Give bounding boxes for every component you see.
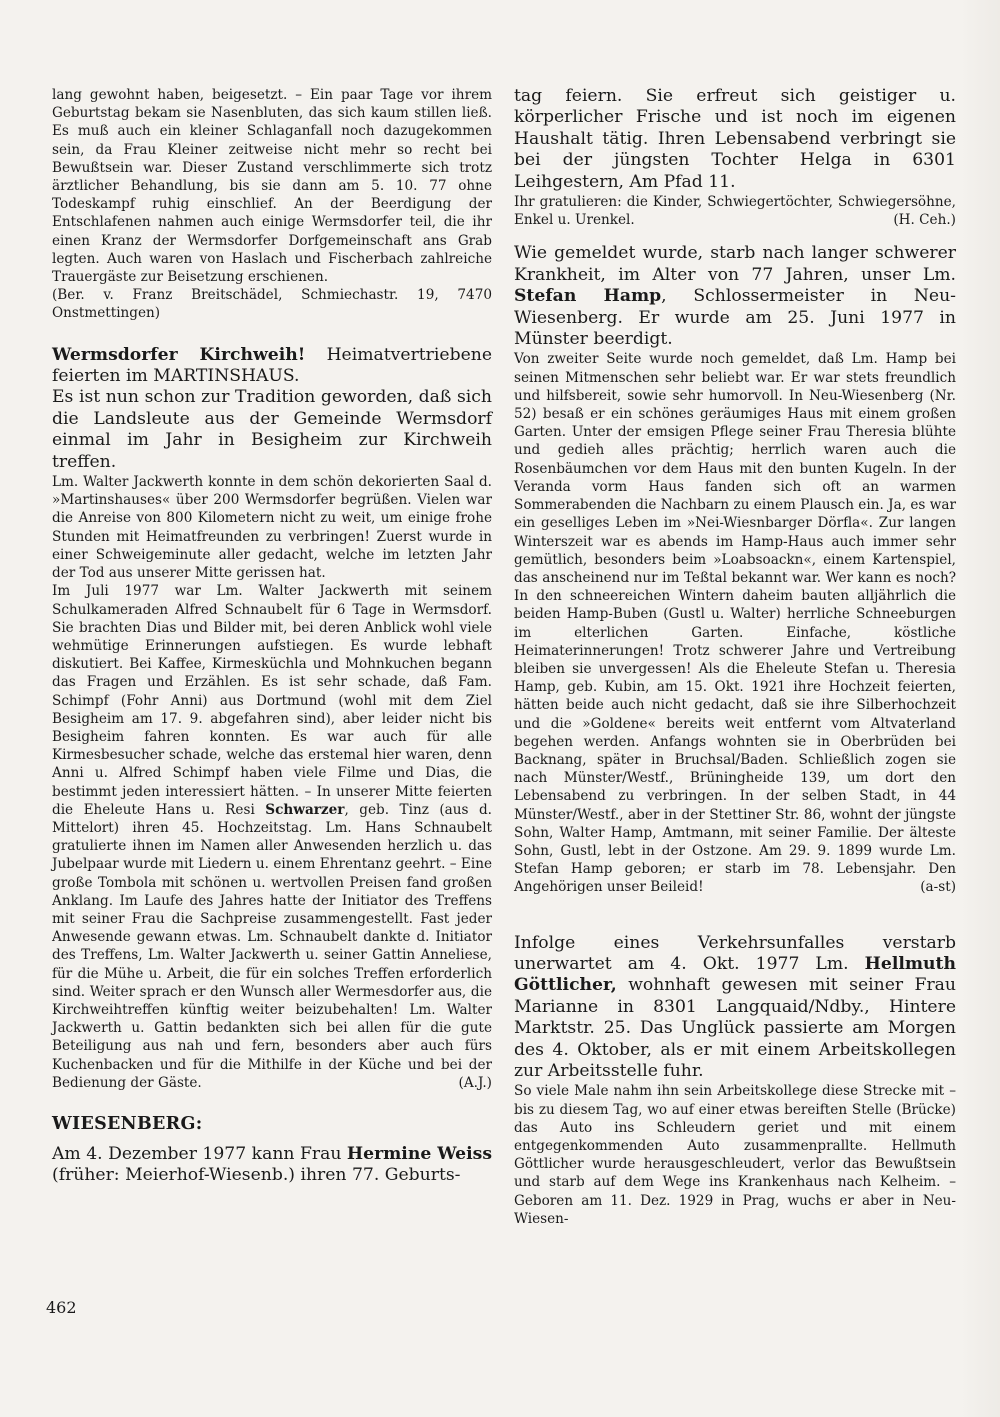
- page-number: 462: [46, 1298, 77, 1317]
- goettlicher-obituary-lead: [514, 933, 956, 1083]
- schwarzer-name: Schwarzer: [265, 801, 345, 818]
- hellmuth-goettlicher-name: Hellmuth Göttlicher,: [514, 953, 956, 996]
- hamp-lead-part-b: , Schlossermeister in Neu-Wiesenberg. Er wurde am 25. Juni 1977 in Münster beerdigt.: [514, 286, 956, 350]
- right-column: [514, 86, 956, 1228]
- weiss-birthday-continued: tag feiern. Sie erfreut sich geistiger u. körperlicher Frische und ist noch im eigenen Haushalt tätig. Ihren Lebensabend verbringt sie bei der jüngsten Tochter Helga in 6301 Leihgestern, Am Pfad 11.: [514, 86, 956, 192]
- hamp-signature: (a-st): [920, 879, 956, 896]
- wiesenberg-heading: WIESENBERG:: [52, 1113, 203, 1134]
- weiss-birthday-lead: [52, 1144, 492, 1187]
- hamp-lead-part-a: Wie gemeldet wurde, starb nach langer schwerer Krankheit, im Alter von 77 Jahren, unser Lm.: [514, 243, 956, 285]
- hamp-obituary-lead: [514, 243, 956, 350]
- weiss-part-b: (früher: Meierhof-Wiesenb.) ihren 77. Geburts-: [52, 1165, 461, 1186]
- hermine-weiss-name: Hermine Weiss: [346, 1143, 492, 1164]
- stefan-hamp-name: Stefan Hamp: [514, 286, 662, 307]
- goettlicher-obituary-body: So viele Male nahm ihn sein Arbeitskollege diese Strecke mit – bis zu diesem Tag, wo auf einer etwas bereiften Stelle (Brücke) das Auto ins Schleudern geriet und mit einem entgegenkommenden Auto zusammenprallte. Hellmuth Göttlicher wurde herausgeschleudert, verlor das Bewußtsein und starb auf dem Wege ins Krankenhaus nach Kelheim. – Geboren am 11. Dez. 1929 in Prag, wuchs er aber in Neu-Wiesen-: [514, 1083, 956, 1227]
- weiss-part-a: Am 4. Dezember 1977 kann Frau: [52, 1143, 347, 1164]
- hamp-body-text: Von zweiter Seite wurde noch gemeldet, daß Lm. Hamp bei seinen Mitmenschen sehr beliebt war. Er war stets freundlich und hilfsbereit, sowie sehr humorvoll. In Neu-Wiesenberg (Nr. 52) besaß er ein schönes geräumiges Haus mit einem großen Garten. Unter der emsigen Pflege seiner Frau Theresia blühte und gedieh alles prächtig; herrlich waren auch die Rosenbäumchen vor dem Haus mit den bunten Kugeln. In der Veranda vorm Haus fanden sich oft an warmen Sommerabenden die Nachbarn zu einem Plausch ein. Ja, es war ein geselliges Leben im »Nei-Wiesnbarger Dörfla«. Zur langen Winterszeit war es abends im Hamp-Haus auch immer sehr gemütlich, besonders beim »Loabsoackn«, einem Kartenspiel, das anscheinend nur im Teßtal bekannt war. Wer kann es noch? In den schneereichen Wintern daheim bauten alljährlich die beiden Hamp-Buben (Gustl u. Walter) herrliche Schneeburgen im elterlichen Garten. Einfache, köstliche Heimaterinnerungen! Trotz schwerer Jahre und Vertreibung bleiben sie unvergessen! Als die Eheleute Stefan u. Theresia Hamp, geb. Kubin, am 15. Okt. 1921 ihre Hochzeit feierten, hätten beide auch nicht gedacht, daß sie ihre Silberhochzeit und die »Goldene« bereits weit entfernt vom Altvaterland begehen werden. Anfangs wohnten sie in Oberbrüden bei Backnang, später in Bruchsal/Baden. Schließlich zogen sie nach Münster/Westf., Brüningheide 139, um dort den Lebensabend zu verbringen. In der selben Stadt, in 44 Münster/Westf., aber in der Stettiner Str. 86, wohnt der jüngste Sohn, Walter Hamp, Amtmann, mit seiner Familie. Der älteste Sohn, Gustl, lebt in der Ostzone. Am 29. 9. 1899 wurde Lm. Stefan Hamp geboren; er starb im 78. Lebensjahr. Den Angehörigen unser Beileid!: [514, 351, 956, 896]
- kirchweih-signature: (A.J.): [458, 1074, 492, 1091]
- page-edge-shadow: [960, 0, 1000, 1417]
- kirchweih-paragraph-3: [52, 582, 492, 1092]
- weiss-gratulate-text: Ihr gratulieren: die Kinder, Schwiegertöchter, Schwiegersöhne, Enkel u. Urenkel.: [514, 194, 956, 229]
- kirchweih-p3-part-b: , geb. Tinz (aus d. Mittelort) ihren 45. Hochzeitstag. Lm. Hans Schnaubelt gratulierte ihnen im Namen aller Anwesenden herzlich u. das Jubelpaar wurde mit Liedern u. einem Ehrentanz geehrt. – Eine große Tombola mit schönen u. wertvollen Preisen fand großen Anklang. Im Laufe des Jahres hatte der Initiator des Treffens mit seiner Frau die Sachpreise zusammengestellt. Fast jeder Anwesende gewann etwas. Lm. Schnaubelt dankte d. Initiator des Treffens, Lm. Walter Jackwerth u. seiner Gattin Anneliese, für die Mühe u. Arbeit, die für ein solches Treffen erforderlich sind. Weiter sprach er den Wunsch aller Wermesdorfer aus, die Kirchweihtreffen künftig weiter beizubehalten! Lm. Walter Jackwerth u. Gattin bedankten sich bei allen für die gute Beteiligung aus nah und fern, besonders aber auch fürs Kuchenbacken und für die Mithilfe in der Küche und bei der Bedienung der Gäste.: [52, 801, 492, 1091]
- kirchweih-headline: [52, 345, 492, 388]
- weiss-signature: (H. Ceh.): [893, 212, 956, 229]
- kirchweih-p3-part-a: Im Juli 1977 war Lm. Walter Jackwerth mit seinem Schulkameraden Alfred Schnaubelt für 6 Tage in Wermsdorf. Sie brachten Dias und Bilder mit, bei deren Anblick wohl viele wehmütige Erinnerungen aufstiegen. Es wurde lebhaft diskutiert. Bei Kaffee, Kirmesküchla und Mohnkuchen begann das Fragen und Erzählen. Es ist sehr schade, daß Fam. Schimpf (Fohr Anni) aus Dortmund (wohl mit dem Ziel Besigheim am 17. 9. abgefahren sind), aber leider nicht bis Besigheim fahren konnten. Es war auch für alle Kirmesbesucher schade, welche das erstemal hier waren, denn Anni u. Alfred Schimpf haben viele Filme und Dias, die bestimmt jeden interessiert hätten. – In unserer Mitte feierten die Eheleute Hans u. Resi: [52, 583, 492, 818]
- goettlicher-part-b: wohnhaft gewesen mit seiner Frau Marianne in 8301 Langquaid/Ndby., Hintere Marktstr. 25. Das Unglück passierte am Morgen des 4. Oktober, als er mit einem Arbeitskollegen zur Arbeitsstelle fuhr.: [514, 975, 956, 1081]
- kirchweih-paragraph-2: Lm. Walter Jackwerth konnte in dem schön dekorierten Saal d. »Martinshauses« über 200 Wermsdorfer begrüßen. Vielen war die Anreise von 800 Kilometern nicht zu weit, um einige frohe Stunden mit Heimatfreunden zu verbringen! Zuerst wurde in einer Schweigeminute aller gedacht, welche im letzten Jahr der Tod aus unserer Mitte gerissen hat.: [52, 474, 492, 582]
- goettlicher-part-a: Infolge eines Verkehrsunfalles verstarb unerwartet am 4. Okt. 1977 Lm.: [514, 932, 956, 974]
- kleiner-obituary-text: lang gewohnt haben, beigesetzt. – Ein paar Tage vor ihrem Geburtstag bekam sie Nasenbluten, das sich kaum stillen ließ. Es muß auch ein kleiner Schlaganfall noch dazugekommen sein, da Frau Kleiner zeitweise nicht mehr so recht bei Bewußtsein war. Dieser Zustand verschlimmerte sich trotz ärztlicher Behandlung, bis sie dann am 5. 10. 77 ohne Todeskampf ruhig einschlief. An der Beerdigung der Entschlafenen nahmen auch einige Wermsdorfer teil, die ihr einen Kranz der Wermsdorfer Dorfgemeinschaft ans Grab legten. Auch waren von Haslach und Fischerbach zahlreiche Trauergäste zur Beisetzung erschienen.: [52, 87, 492, 286]
- kirchweih-title: Wermsdorfer Kirchweih!: [52, 344, 306, 365]
- kirchweih-subtitle: Heimatvertriebene feierten im MARTINSHAUS.: [52, 344, 492, 387]
- kleiner-obituary-credit: (Ber. v. Franz Breitschädel, Schmiechastr. 19, 7470 Onstmettingen): [52, 287, 492, 322]
- hamp-obituary-body: [514, 350, 956, 896]
- kirchweih-lead: Es ist nun schon zur Tradition geworden, daß sich die Landsleute aus der Gemeinde Wermsdorf einmal im Jahr in Besigheim zur Kirchweih treffen.: [52, 387, 492, 472]
- left-column: [52, 86, 492, 1187]
- weiss-congratulations: [514, 193, 956, 229]
